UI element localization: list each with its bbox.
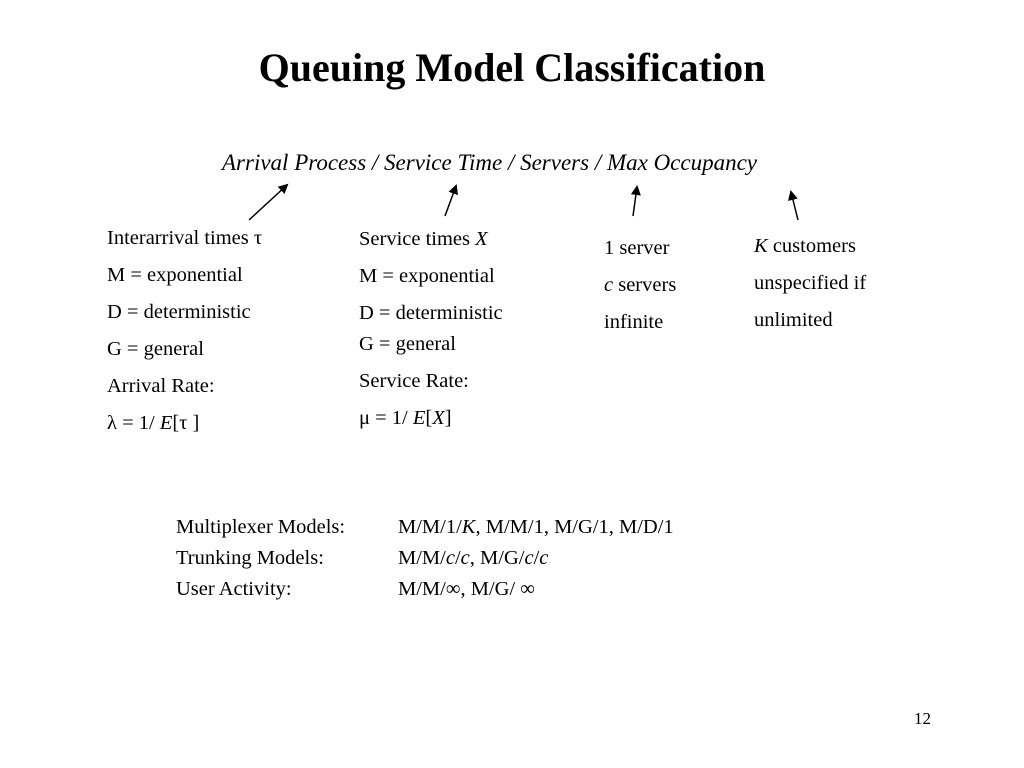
kendall-notation-line: Arrival Process / Service Time / Servers / Max Occupancy	[222, 150, 758, 175]
page-number: 12	[914, 709, 931, 728]
service-line: Service times X	[359, 228, 488, 250]
model-category-label: Trunking Models:	[176, 547, 324, 569]
occupancy-line: unspecified if	[754, 272, 867, 294]
arrival-line: λ = 1/ E[τ ]	[107, 412, 200, 434]
arrow-arrival	[249, 185, 287, 220]
arrival-line: M = exponential	[107, 264, 243, 286]
service-line: D = deterministic	[359, 302, 503, 324]
occupancy-line: K customers	[754, 235, 856, 257]
occupancy-line: unlimited	[754, 309, 833, 331]
model-list: M/M/1/K, M/M/1, M/G/1, M/D/1	[398, 516, 674, 538]
arrival-line: Interarrival times τ	[107, 227, 263, 249]
arrival-line: Arrival Rate:	[107, 375, 215, 397]
service-line: μ = 1/ E[X]	[359, 407, 452, 429]
model-category-label: User Activity:	[176, 578, 292, 600]
arrow-servers	[633, 187, 637, 216]
arrival-line: G = general	[107, 338, 204, 360]
arrival-line: D = deterministic	[107, 301, 251, 323]
model-list: M/M/c/c, M/G/c/c	[398, 547, 549, 569]
servers-line: 1 server	[604, 237, 670, 259]
arrow-occupancy	[791, 192, 798, 220]
servers-line: c servers	[604, 274, 677, 296]
model-category-label: Multiplexer Models:	[176, 516, 346, 538]
model-list: M/M/∞, M/G/ ∞	[398, 578, 535, 600]
arrow-service	[445, 186, 456, 216]
service-line: G = general	[359, 333, 456, 355]
service-line: M = exponential	[359, 265, 495, 287]
service-line: Service Rate:	[359, 370, 469, 392]
slide-title: Queuing Model Classification	[258, 45, 766, 90]
servers-line: infinite	[604, 311, 664, 333]
